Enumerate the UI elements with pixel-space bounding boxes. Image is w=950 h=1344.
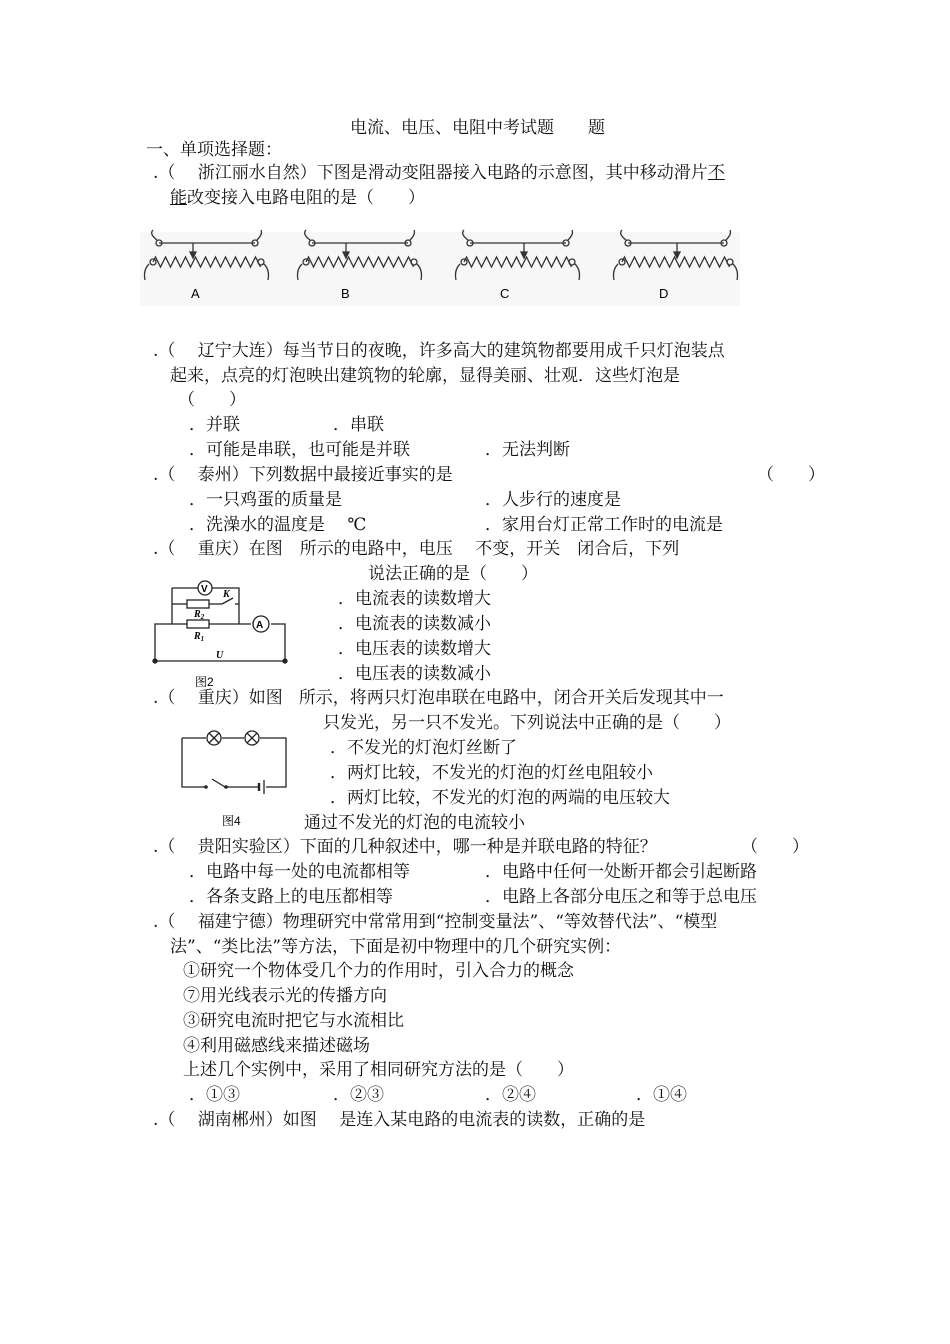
q7-option-a: ．①③	[189, 1085, 240, 1105]
r1-label: $R_1$	[194, 631, 205, 643]
r2-label: $R_2$	[194, 609, 205, 621]
section-heading: 一、单项选择题：	[146, 140, 282, 160]
q3-bracket: （ ）	[757, 465, 825, 485]
q5-option-c: ．两灯比较，不发光的灯泡的两端的电压较大	[330, 788, 670, 808]
rheostat-label-b: B	[341, 286, 350, 301]
q2-line1: .（ 辽宁大连）每当节日的夜晚，许多高大的建筑物都要用成千只灯泡装点	[153, 341, 725, 361]
switch-label: K	[223, 589, 230, 600]
q6-option-d: ．电路上各部分电压之和等于总电压	[485, 887, 757, 907]
q7-item-1: ①研究一个物体受几个力的作用时，引入合力的概念	[183, 961, 574, 981]
q2-line3: （ ）	[178, 390, 246, 410]
q3-option-d: ．家用台灯正常工作时的电流是	[485, 515, 723, 535]
q6-option-a: ．电路中每一处的电流都相等	[189, 862, 410, 882]
q5-line1: .（ 重庆）如图 所示，将两只灯泡串联在电路中，闭合开关后发现其中一	[153, 688, 724, 708]
voltage-label: U	[216, 650, 224, 661]
q3-option-a: ．一只鸡蛋的质量是	[189, 490, 342, 510]
figure-2-caption: 图2	[195, 675, 214, 689]
ammeter-label: A	[256, 620, 264, 631]
q7-line1: .（ 福建宁德）物理研究中常常用到“控制变量法”、“等效替代法”、“模型	[153, 912, 718, 932]
q4-option-c: ．电压表的读数增大	[338, 639, 491, 659]
q6-line1: .（ 贵阳实验区）下面的几种叙述中，哪一种是并联电路的特征？	[153, 837, 657, 857]
q3-line1: .（ 泰州）下列数据中最接近事实的是	[153, 465, 453, 485]
q2-option-d: ．无法判断	[485, 440, 570, 460]
circuit-figure-2	[147, 576, 297, 691]
rheostat-label-a: A	[191, 286, 200, 301]
q7-item-3: ③研究电流时把它与水流相比	[183, 1011, 404, 1031]
figure-4-caption: 图4	[222, 814, 241, 828]
q4-option-d: ．电压表的读数减小	[338, 664, 491, 684]
q2-option-b: ．串联	[333, 415, 384, 435]
rheostat-figure	[140, 230, 740, 310]
q5-line2: 只发光，另一只不发光。下列说法中正确的是（ ）	[323, 713, 731, 733]
q4-line2: 说法正确的是（ ）	[368, 564, 538, 584]
q4-option-a: ．电流表的读数增大	[338, 589, 491, 609]
q1-line1: .（ 浙江丽水自然）下图是滑动变阻器接入电路的示意图，其中移动滑片不	[153, 163, 725, 183]
q5-option-a: ．不发光的灯泡灯丝断了	[330, 738, 517, 758]
q1-line2: 能改变接入电路电阻的是（ ）	[170, 188, 425, 208]
q6-option-c: ．各条支路上的电压都相等	[189, 887, 393, 907]
q7-line2: 法”、“类比法”等方法，下面是初中物理中的几个研究实例：	[170, 937, 622, 957]
q2-option-c: ．可能是串联，也可能是并联	[189, 440, 410, 460]
q6-bracket: （ ）	[741, 837, 809, 857]
q7-item-2: ⑦用光线表示光的传播方向	[183, 986, 387, 1006]
q7-item-4: ④利用磁感线来描述磁场	[183, 1036, 370, 1056]
voltmeter-label: V	[201, 584, 208, 595]
q4-option-b: ．电流表的读数减小	[338, 614, 491, 634]
q7-option-c: ．②④	[485, 1085, 536, 1105]
q5-option-d: 通过不发光的灯泡的电流较小	[304, 813, 525, 833]
q2-line2: 起来，点亮的灯泡映出建筑物的轮廓，显得美丽、壮观．这些灯泡是	[170, 366, 680, 386]
circuit-figure-4	[178, 725, 303, 828]
q5-option-b: ．两灯比较，不发光的灯泡的灯丝电阻较小	[330, 763, 653, 783]
q4-line1: .（ 重庆）在图 所示的电路中，电压 不变，开关 闭合后，下列	[153, 539, 680, 559]
q3-option-c: ．洗澡水的温度是 ℃	[189, 515, 367, 535]
q7-option-b: ．②③	[333, 1085, 384, 1105]
q8-line1: .（ 湖南郴州）如图 是连入某电路的电流表的读数，正确的是	[153, 1110, 646, 1130]
page-title: 电流、电压、电阻中考试题 题	[350, 118, 605, 138]
rheostat-label-c: C	[500, 286, 510, 301]
q6-option-b: ．电路中任何一处断开都会引起断路	[485, 862, 757, 882]
q2-option-a: ．并联	[189, 415, 240, 435]
q7-option-d: ．①④	[636, 1085, 687, 1105]
rheostat-label-d: D	[659, 286, 669, 301]
q7-question: 上述几个实例中，采用了相同研究方法的是（ ）	[183, 1060, 574, 1080]
q3-option-b: ．人步行的速度是	[485, 490, 621, 510]
